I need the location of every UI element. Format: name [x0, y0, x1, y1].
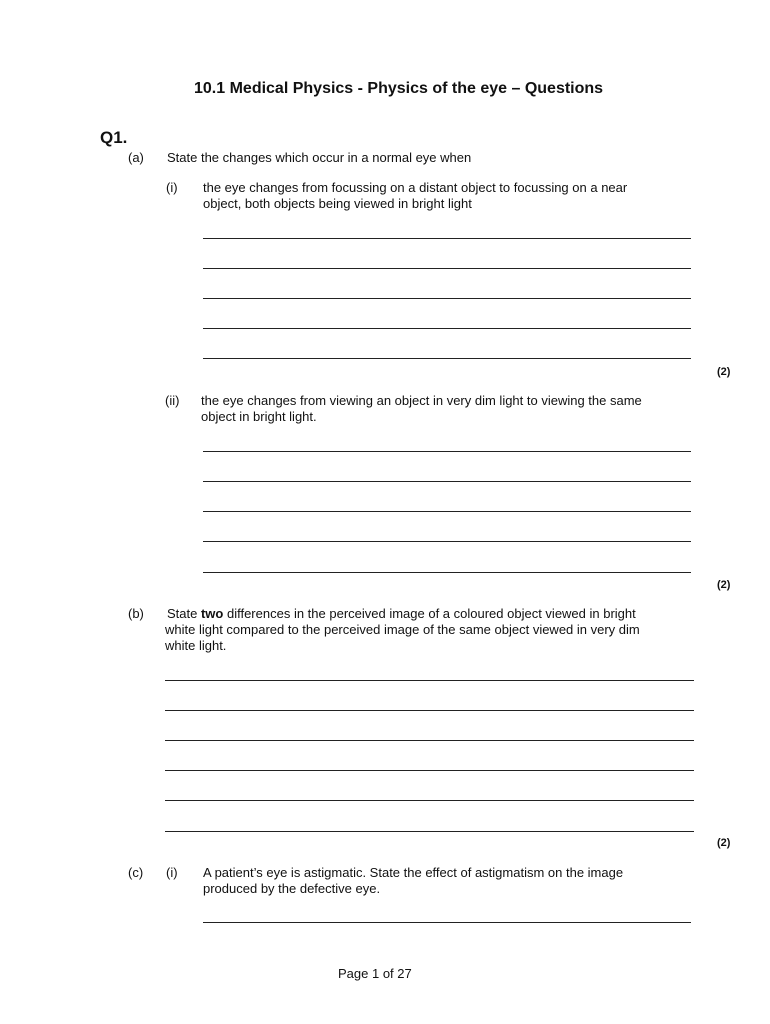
- answer-line[interactable]: [203, 481, 691, 482]
- part-a-stem: State the changes which occur in a normal eye when: [167, 150, 472, 165]
- marks-a-ii: (2): [717, 579, 731, 591]
- answer-line[interactable]: [203, 511, 691, 512]
- emphasis-two: two: [200, 606, 224, 621]
- answer-line[interactable]: [203, 922, 691, 923]
- answer-line[interactable]: [165, 740, 694, 741]
- answer-line[interactable]: [203, 358, 691, 359]
- subpart-c-i-label: (i): [166, 865, 178, 880]
- subpart-a-i-text-line1: the eye changes from focussing on a distant object to focussing on a near: [203, 180, 628, 195]
- part-b-text-line3: white light.: [165, 638, 227, 653]
- subpart-a-ii-label: (ii): [165, 393, 180, 408]
- subpart-a-ii-text-line1: the eye changes from viewing an object in very dim light to viewing the same: [201, 393, 642, 408]
- subpart-a-i-label: (i): [166, 180, 178, 195]
- subpart-a-ii-text-line2: object in bright light.: [201, 409, 317, 424]
- answer-line[interactable]: [203, 238, 691, 239]
- answer-line[interactable]: [203, 451, 691, 452]
- part-c-label: (c): [128, 865, 144, 880]
- part-a-label: (a): [128, 150, 144, 165]
- subpart-a-i-text-line2: object, both objects being viewed in bright light: [203, 196, 472, 211]
- answer-line[interactable]: [165, 710, 694, 711]
- subpart-c-i-text-line1: A patient’s eye is astigmatic. State the effect of astigmatism on the image: [203, 865, 624, 880]
- answer-line[interactable]: [165, 800, 694, 801]
- answer-line[interactable]: [203, 328, 691, 329]
- part-b-text-line1: State two differences in the perceived image of a coloured object viewed in bright: [167, 606, 636, 621]
- part-b-text-line2: white light compared to the perceived image of the same object viewed in very dim: [165, 622, 640, 637]
- page-title: 10.1 Medical Physics - Physics of the eye – Questions: [194, 80, 604, 97]
- subpart-c-i-text-line2: produced by the defective eye.: [203, 881, 381, 896]
- marks-a-i: (2): [717, 366, 731, 378]
- part-b-label: (b): [128, 606, 144, 621]
- answer-line[interactable]: [203, 541, 691, 542]
- answer-line[interactable]: [203, 572, 691, 573]
- answer-line[interactable]: [203, 268, 691, 269]
- answer-line[interactable]: [165, 831, 694, 832]
- question-number: Q1.: [100, 128, 128, 147]
- page-number: Page 1 of 27: [338, 966, 412, 981]
- answer-line[interactable]: [165, 770, 694, 771]
- marks-b: (2): [717, 837, 731, 849]
- answer-line[interactable]: [165, 680, 694, 681]
- answer-line[interactable]: [203, 298, 691, 299]
